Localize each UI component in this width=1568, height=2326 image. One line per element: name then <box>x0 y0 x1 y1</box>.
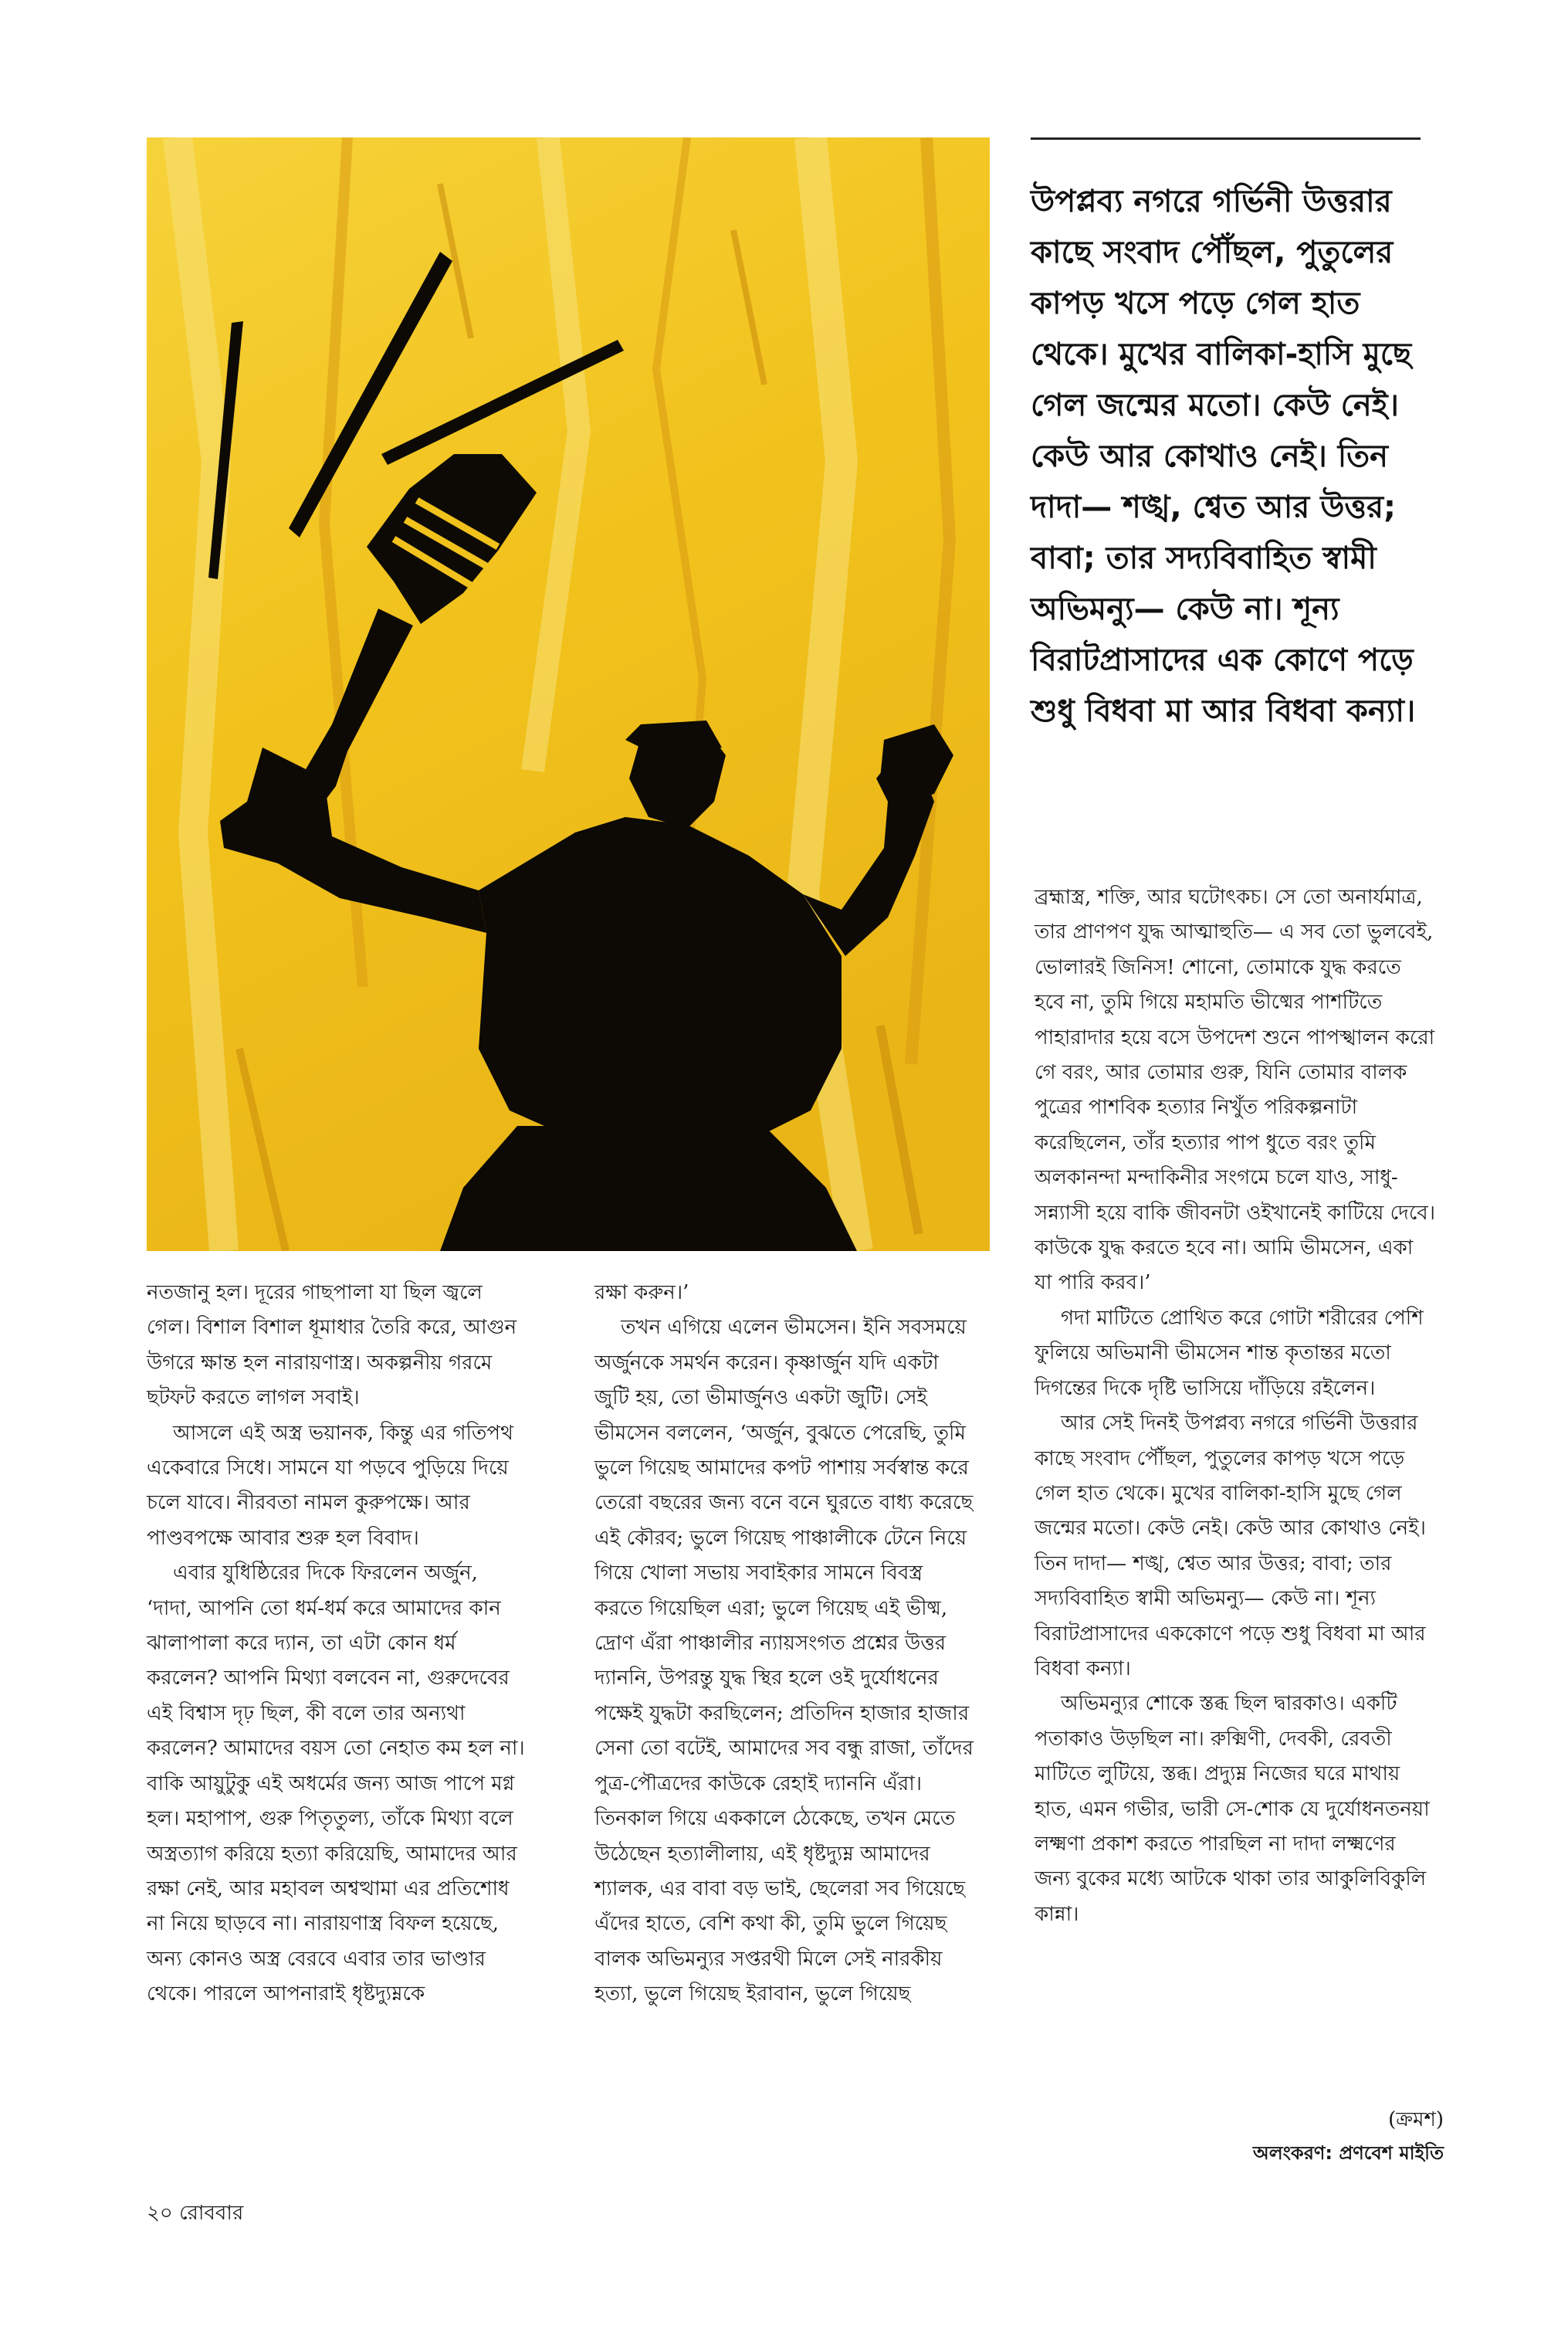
paragraph: তখন এগিয়ে এলেন ভীমসেন। ইনি সবসময়ে অর্জুনকে সমর্থন করেন। কৃষ্ণার্জুন যদি একটা জুটি হয়, তো ভীমার্জুনও একটা জুটি। সেই ভীমসেন বললেন, ‘অর্জুন, বুঝতে পেরেছি, তুমি ভুলে গিয়েছ আমাদের কপট পাশায় সর্বস্বান্ত করে তেরো বছরের জন্য বনে বনে ঘুরতে বাধ্য করেছে এই কৌরব; ভুলে গিয়েছ পাঞ্চালীকে টেনে নিয়ে গিয়ে খোলা সভায় সবাইকার সামনে বিবস্ত্র করতে গিয়েছিল এরা; ভুলে গিয়েছ এই ভীষ্ম, দ্রোণ এঁরা পাঞ্চালীর ন্যায়সংগত প্রশ্নের উত্তর দ্যাননি, উপরন্তু যুদ্ধ স্থির হলে ওই দুর্যোধনের পক্ষেই যুদ্ধটা করছিলেন; প্রতিদিন হাজার হাজার সেনা তো বটেই, আমাদের সব বন্ধু রাজা, তাঁদের পুত্র-পৌত্রদের কাউকে রেহাই দ্যাননি এঁরা। তিনকাল গিয়ে এককালে ঠেকেছে, তখন মেতে উঠেছেন হত্যালীলায়, এই ধৃষ্টদ্যুম্ন আমাদের শ্যালক, এর বাবা বড় ভাই, ছেলেরা সব গিয়েছে এঁদের হাতে, বেশি কথা কী, তুমি ভুলে গিয়েছ বালক অভিমন্যুর সপ্তরথী মিলে সেই নারকীয় হত্যা, ভুলে গিয়েছ ইরাবান, ভুলে গিয়েছ <box>594 1316 974 2006</box>
text-column-2 <box>594 1276 977 2012</box>
text-column-3 <box>1035 880 1436 1932</box>
paragraph: ব্রহ্মাস্ত্র, শক্তি, আর ঘটোৎকচ। সে তো অনার্যমাত্র, তার প্রাণপণ যুদ্ধ আত্মাহুতি— এ সব তো ভুলবেই, ভোলারই জিনিস! শোনো, তোমাকে যুদ্ধ করতে হবে না, তুমি গিয়ে মহামতি ভীষ্মের পাশটিতে পাহারাদার হয়ে বসে উপদেশ শুনে পাপস্খালন করো গে বরং, আর তোমার গুরু, যিনি তোমার বালক পুত্রের পাশবিক হত্যার নিখুঁত পরিকল্পনাটা করেছিলেন, তাঁর হত্যার পাপ ধুতে বরং তুমি অলকানন্দা মন্দাকিনীর সংগমে চলে যাও, সাধু-সন্ন্যাসী হয়ে বাকি জীবনটা ওইখানেই কাটিয়ে দেবে। কাউকে যুদ্ধ করতে হবে না। আমি ভীমসেন, একা যা পারি করব।’ <box>1035 886 1436 1295</box>
paragraph: রক্ষা করুন।’ <box>594 1281 689 1304</box>
paragraph: আর সেই দিনই উপপ্লব্য নগরে গর্ভিনী উত্তরার কাছে সংবাদ পৌঁছল, পুতুলের কাপড় খসে পড়ে গেল হাত থেকে। মুখের বালিকা-হাসি মুছে গেল জন্মের মতো। কেউ নেই। কেউ আর কোথাও নেই। তিন দাদা— শঙ্খ, শ্বেত আর উত্তর; বাবা; তার সদ্যবিবাহিত স্বামী অভিমন্যু— কেউ না। শূন্য বিরাটপ্রাসাদের এককোণে পড়ে শুধু বিধবা মা আর বিধবা কন্যা। <box>1035 1412 1426 1680</box>
paragraph: গদা মাটিতে প্রোথিত করে গোটা শরীরের পেশি ফুলিয়ে অভিমানী ভীমসেন শান্ত কৃতান্তর মতো দিগন্তের দিকে দৃষ্টি ভাসিয়ে দাঁড়িয়ে রইলেন। <box>1035 1306 1424 1400</box>
to-be-continued-note: (ক্রমশ) <box>1388 2108 1444 2131</box>
bhima-mace-silhouette-art <box>147 137 990 1251</box>
page-folio: ২০ রোববার <box>147 2202 244 2225</box>
paragraph: অভিমন্যুর শোকে স্তব্ধ ছিল দ্বারকাও। একটি পতাকাও উড়ছিল না। রুক্মিণী, দেবকী, রেবতী মাটিতে লুটিয়ে, স্তব্ধ। প্রদ্যুম্ন নিজের ঘরে মাথায় হাত, এমন গভীর, ভারী সে-শোক যে দুর্যোধনতনয়া লক্ষ্মণা প্রকাশ করতে পারছিল না দাদা লক্ষ্মণের জন্য বুকের মধ্যে আটকে থাকা তার আকুলিবিকুলি কান্না। <box>1035 1692 1430 1926</box>
pull-quote: উপপ্লব্য নগরে গর্ভিনী উত্তরার কাছে সংবাদ পৌঁছল, পুতুলের কাপড় খসে পড়ে গেল হাত থেকে। মুখের বালিকা-হাসি মুছে গেল জন্মের মতো। কেউ নেই। কেউ আর কোথাও নেই। তিন দাদা— শঙ্খ, শ্বেত আর উত্তর; বাবা; তার সদ্যবিবাহিত স্বামী অভিমন্যু— কেউ না। শূন্য বিরাটপ্রাসাদের এক কোণে পড়ে শুধু বিধবা মা আর বিধবা কন্যা। <box>1031 184 1416 729</box>
pullquote-rule <box>1031 137 1421 140</box>
text-column-1 <box>147 1276 529 2012</box>
paragraph: এবার যুধিষ্ঠিরের দিকে ফিরলেন অর্জুন, ‘দাদা, আপনি তো ধর্ম-ধর্ম করে আমাদের কান ঝালাপালা করে দ্যান, তা এটা কোন ধর্ম করলেন? আপনি মিথ্যা বলবেন না, গুরুদেবের এই বিশ্বাস দৃঢ় ছিল, কী বলে তার অন্যথা করলেন? আমাদের বয়স তো নেহাত কম হল না। বাকি আয়ুটুকু এই অধর্মের জন্য আজ পাপে মগ্ন হল। মহাপাপ, গুরু পিতৃতুল্য, তাঁকে মিথ্যা বলে অস্ত্রত্যাগ করিয়ে হত্যা করিয়েছি, আমাদের আর রক্ষা নেই, আর মহাবল অশ্বত্থামা এর প্রতিশোধ না নিয়ে ছাড়বে না। নারায়ণাস্ত্র বিফল হয়েছে, অন্য কোনও অস্ত্র বেরবে এবার তার ভাণ্ডার থেকে। পারলে আপনারাই ধৃষ্টদ্যুম্নকে <box>147 1561 525 2006</box>
paragraph: নতজানু হল। দূরের গাছপালা যা ছিল জ্বলে গেল। বিশাল বিশাল ধূমাধার তৈরি করে, আগুন উগরে ক্ষান্ত হল নারায়ণাস্ত্র। অকল্পনীয় গরমে ছটফট করতে লাগল সবাই। <box>147 1281 517 1410</box>
illustration <box>147 137 990 1251</box>
illustration-credit: অলংকরণ: প্রণবেশ মাইতি <box>1252 2142 1444 2164</box>
paragraph: আসলে এই অস্ত্র ভয়ানক, কিন্তু এর গতিপথ একেবারে সিধে। সামনে যা পড়বে পুড়িয়ে দিয়ে চলে যাবে। নীরবতা নামল কুরুপক্ষে। আর পাণ্ডবপক্ষে আবার শুরু হল বিবাদ। <box>147 1421 513 1550</box>
